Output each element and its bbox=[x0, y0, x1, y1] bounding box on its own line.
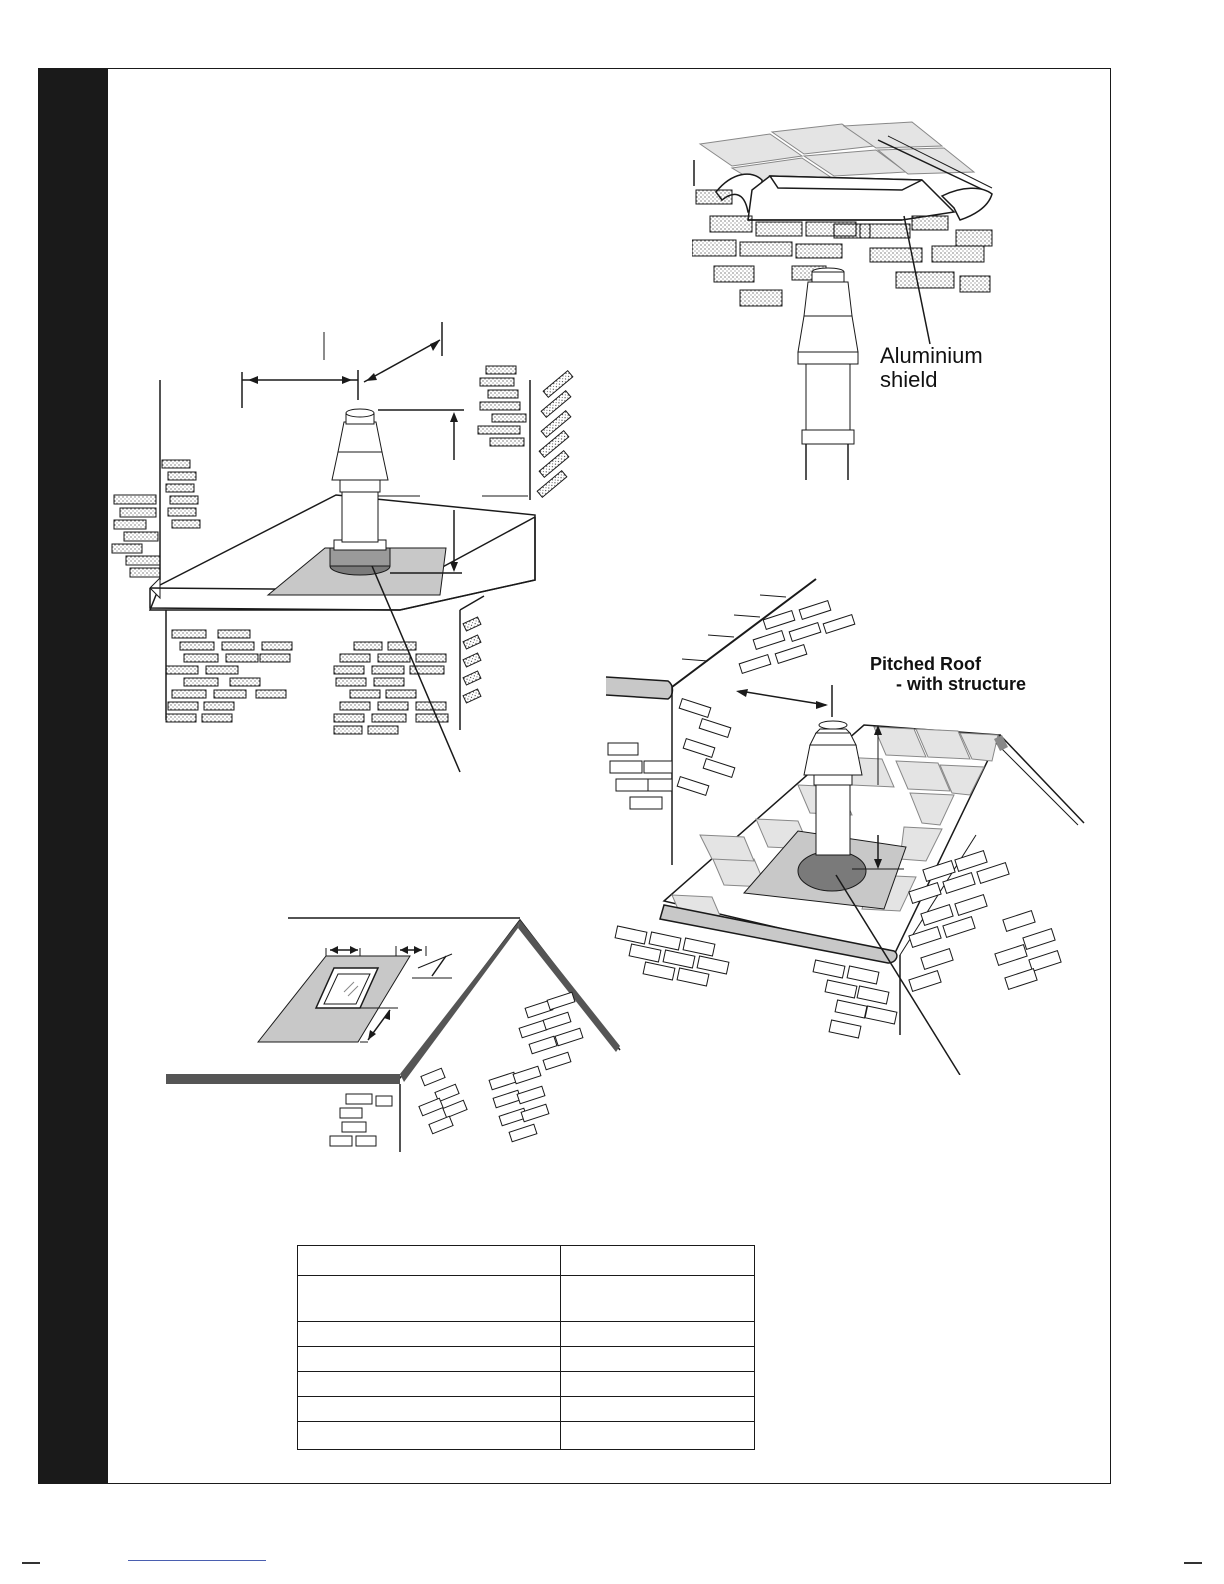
aluminium-shield-label-line2: shield bbox=[880, 367, 938, 392]
pitched-roof-label-line2: - with structure bbox=[896, 674, 1027, 694]
aluminium-shield-label-line1: Aluminium bbox=[880, 343, 983, 368]
table-row bbox=[298, 1347, 755, 1372]
aluminium-shield-label bbox=[880, 344, 983, 392]
wall-bricks-right bbox=[478, 366, 573, 497]
table-row bbox=[298, 1422, 755, 1450]
table-cell bbox=[298, 1246, 561, 1276]
table-cell bbox=[298, 1422, 561, 1450]
table-row bbox=[298, 1246, 755, 1276]
table-row bbox=[298, 1276, 755, 1322]
specification-table bbox=[297, 1245, 755, 1450]
table-row bbox=[298, 1397, 755, 1422]
table-cell bbox=[298, 1397, 561, 1422]
flat-roof-figure bbox=[110, 320, 610, 780]
table-cell bbox=[561, 1246, 755, 1276]
crop-mark-right bbox=[1184, 1562, 1202, 1564]
pitched-roof-label bbox=[870, 654, 1026, 694]
roof-opening-figure bbox=[164, 912, 624, 1157]
table-cell bbox=[561, 1397, 755, 1422]
table-cell bbox=[298, 1322, 561, 1347]
table-cell bbox=[298, 1372, 561, 1397]
wall-bricks-left bbox=[112, 460, 200, 577]
footer-link-underline[interactable] bbox=[128, 1560, 266, 1561]
eaves-shield-figure bbox=[692, 120, 1002, 480]
pitched-roof-figure bbox=[604, 575, 1094, 1075]
pitched-roof-label-line1: Pitched Roof bbox=[870, 654, 981, 674]
table-row bbox=[298, 1372, 755, 1397]
table-cell bbox=[298, 1347, 561, 1372]
crop-mark-left bbox=[22, 1562, 40, 1564]
table-cell bbox=[561, 1372, 755, 1397]
table-cell bbox=[561, 1322, 755, 1347]
lower-wall-bricks bbox=[166, 617, 481, 734]
table-cell bbox=[561, 1347, 755, 1372]
table-cell bbox=[298, 1276, 561, 1322]
table-row bbox=[298, 1322, 755, 1347]
page-side-bar bbox=[38, 68, 108, 1484]
table-cell bbox=[561, 1422, 755, 1450]
table-cell bbox=[561, 1276, 755, 1322]
